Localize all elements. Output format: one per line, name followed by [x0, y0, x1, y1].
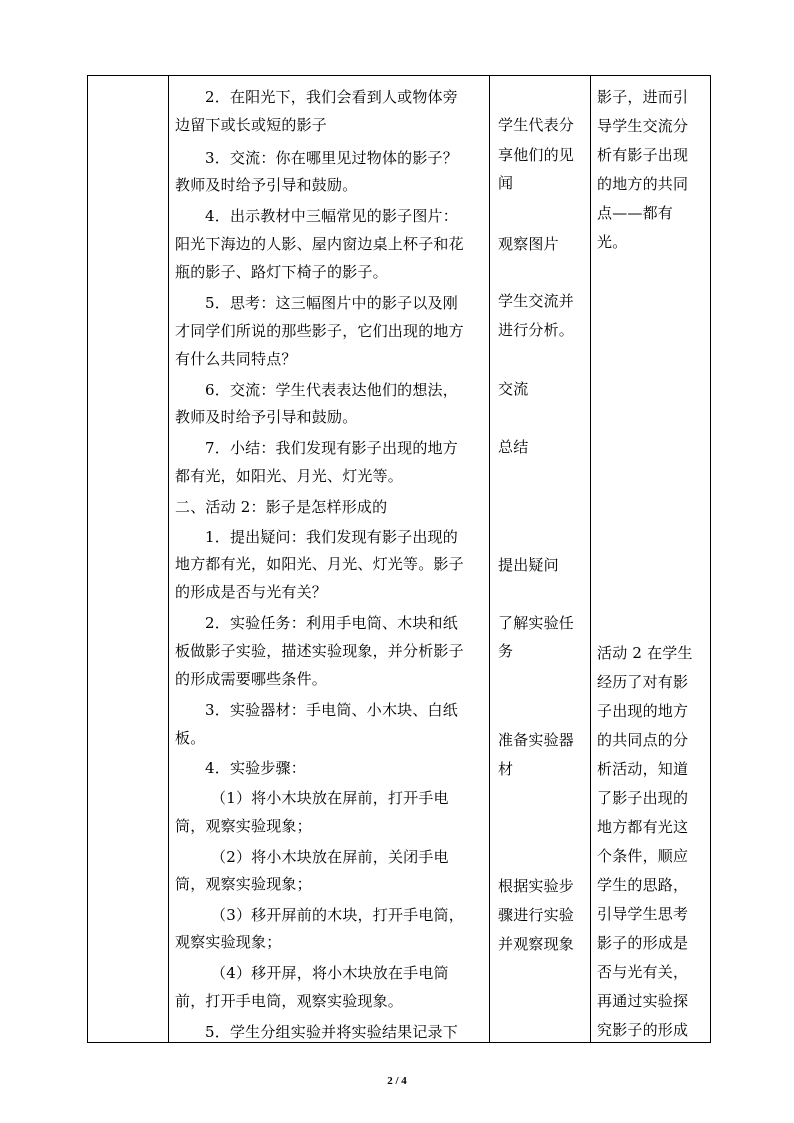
process-line: 有什么共同特点？: [175, 350, 297, 368]
process-line: （4）移开屏，将小木块放在手电筒: [211, 964, 449, 982]
process-line: 6．交流：学生代表表达他们的想法，: [205, 381, 458, 399]
intent-line: 导学生交流分: [597, 117, 689, 135]
process-line: 3．交流：你在哪里见过物体的影子？: [205, 149, 458, 167]
lesson-plan-table: [87, 75, 711, 1043]
process-line: 才同学们所说的那些影子，它们出现的地方: [175, 322, 464, 340]
process-line: 7．小结：我们发现有影子出现的地方: [205, 439, 458, 457]
process-line: 1．提出疑问：我们发现有影子出现的: [205, 528, 458, 546]
intent-line: 否与光有关，: [597, 963, 689, 981]
process-line: 板。: [175, 729, 206, 747]
activity-line: 提出疑问: [498, 556, 559, 574]
process-line: 2．在阳光下，我们会看到人或物体旁: [205, 88, 458, 106]
process-line: 边留下或长或短的影子: [175, 116, 328, 134]
process-line: （2）将小木块放在屏前，关闭手电: [211, 848, 449, 866]
activity-line: 并观察现象: [498, 935, 575, 953]
activity-line: 骤进行实验: [498, 906, 575, 924]
activity-line: 准备实验器: [498, 731, 575, 749]
intent-line: 析有影子出现: [597, 146, 689, 164]
intent-line: 的地方的共同: [597, 175, 689, 193]
teaching-process-cell: [169, 76, 490, 1043]
activity-line: 进行分析。: [498, 321, 575, 339]
intent-line: 光。: [597, 233, 628, 251]
activity-line: 务: [498, 642, 514, 660]
activity-line: 享他们的见: [498, 146, 575, 164]
activity-line: 总结: [498, 438, 529, 456]
intent-line: 的共同点的分: [597, 731, 689, 749]
process-line: 的形成需要哪些条件。: [175, 670, 328, 688]
intent-line: 究影子的形成: [597, 1021, 689, 1039]
intent-line: 点——都有: [597, 204, 674, 222]
process-line: 前，打开手电筒，观察实验现象。: [175, 992, 404, 1010]
intent-line: 学生的思路，: [597, 876, 689, 894]
intent-line: 地方都有光这: [597, 818, 689, 836]
process-line: 3．实验器材：手电筒、小木块、白纸: [205, 701, 458, 719]
intent-line: 影子，进而引: [597, 88, 689, 106]
process-line: 4．出示教材中三幅常见的影子图片：: [205, 207, 458, 225]
student-activity-cell: [490, 76, 591, 1043]
process-line: 瓶的影子、路灯下椅子的影子。: [175, 263, 388, 281]
process-line: 阳光下海边的人影、屋内窗边桌上杯子和花: [175, 235, 464, 253]
process-line: 4．实验步骤：: [205, 759, 306, 777]
intent-line: 活动 2 在学生: [597, 644, 693, 662]
activity-line: 了解实验任: [498, 614, 575, 632]
process-line: 的形成是否与光有关？: [175, 583, 328, 601]
activity-line: 学生交流并: [498, 292, 575, 310]
intent-line: 个条件，顺应: [597, 847, 689, 865]
intent-line: 经历了对有影: [597, 673, 689, 691]
process-line: 5．学生分组实验并将实验结果记录下: [205, 1023, 458, 1041]
process-line: 2．实验任务：利用手电筒、木块和纸: [205, 614, 458, 632]
activity-line: 材: [498, 760, 514, 778]
process-line: 筒，观察实验现象；: [175, 817, 312, 835]
section-heading: 二、活动 2：影子是怎样形成的: [175, 498, 388, 516]
process-line: 筒，观察实验现象；: [175, 875, 312, 893]
intent-line: 析活动，知道: [597, 760, 689, 778]
table-row: [88, 76, 711, 1043]
intent-line: 再通过实验探: [597, 992, 689, 1010]
process-line: （1）将小木块放在屏前，打开手电: [211, 789, 449, 807]
intent-line: 引导学生思考: [597, 905, 689, 923]
process-line: 都有光，如阳光、月光、灯光等。: [175, 467, 404, 485]
activity-line: 闻: [498, 174, 514, 192]
process-line: 地方都有光，如阳光、月光、灯光等。影子: [175, 555, 464, 573]
activity-line: 学生代表分: [498, 116, 575, 134]
intent-line: 了影子出现的: [597, 789, 689, 807]
process-line: 板做影子实验，描述实验现象，并分析影子: [175, 642, 464, 660]
process-line: （3）移开屏前的木块，打开手电筒，: [211, 906, 464, 924]
process-line: 观察实验现象；: [175, 933, 282, 951]
activity-line: 交流: [498, 380, 529, 398]
activity-line: 观察图片: [498, 235, 559, 253]
stage-column-cell: [88, 76, 169, 1043]
process-line: 教师及时给予引导和鼓励。: [175, 176, 358, 194]
intent-line: 子出现的地方: [597, 702, 689, 720]
process-line: 5．思考：这三幅图片中的影子以及刚: [205, 294, 458, 312]
intent-line: 影子的形成是: [597, 934, 689, 952]
activity-line: 根据实验步: [498, 877, 575, 895]
process-line: 教师及时给予引导和鼓励。: [175, 408, 358, 426]
design-intent-cell: [591, 76, 711, 1043]
page-number: 2 / 4: [387, 1075, 407, 1087]
